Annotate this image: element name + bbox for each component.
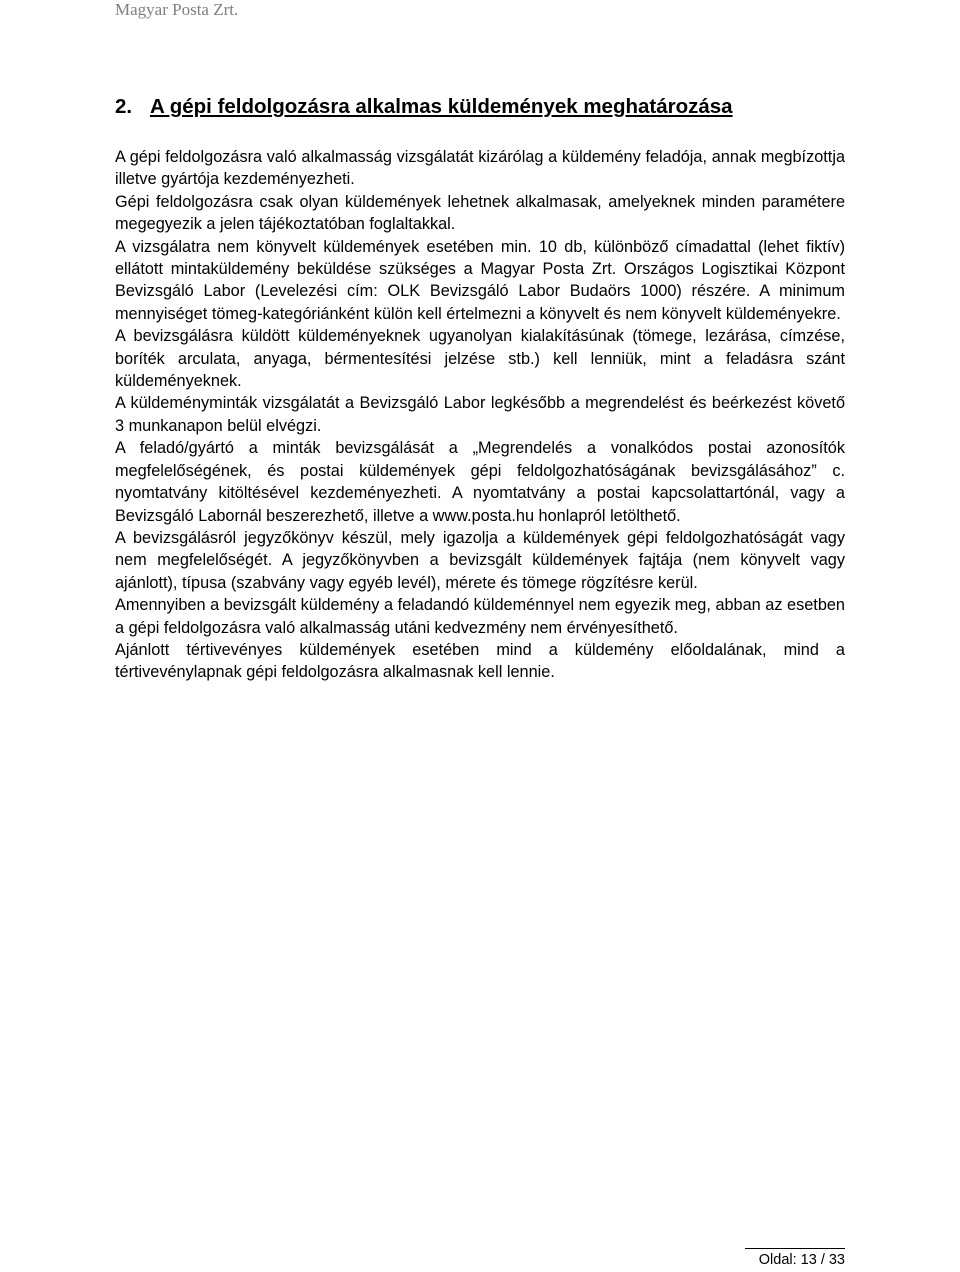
- paragraph: Ajánlott tértivevényes küldemények esetében mind a küldemény előoldalának, mind a tértivevénylapnak gépi feldolgozásra alkalmasnak kell lennie.: [115, 640, 845, 682]
- section-number: 2.: [115, 95, 133, 118]
- paragraph: Gépi feldolgozásra csak olyan küldemények lehetnek alkalmasak, amelyeknek minden paramétere megegyezik a jelen tájékoztatóban foglaltakkal.: [115, 192, 845, 234]
- paragraph: Amennyiben a bevizsgált küldemény a feladandó küldeménnyel nem egyezik meg, abban az esetben a gépi feldolgozásra való alkalmasság utáni kedvezmény nem érvényesíthető.: [115, 596, 845, 637]
- paragraph: A bevizsgálásra küldött küldeményeknek ugyanolyan kialakításúnak (tömege, lezárása, címzése, boríték arculata, anyaga, bérmentesítési jelzése stb.) kell lenniük, mint a feladásra szánt küldeményeknek.: [115, 327, 845, 391]
- paragraph: A gépi feldolgozásra való alkalmasság vizsgálatát kizárólag a küldemény feladója, annak megbízottja illetve gyártója kezdeményezheti.: [115, 148, 845, 189]
- paragraph: A küldeményminták vizsgálatát a Bevizsgáló Labor legkésőbb a megrendelést és beérkezést követő 3 munkanapon belül elvégzi.: [115, 394, 845, 435]
- section-heading: [115, 94, 845, 120]
- page-header: Magyar Posta Zrt.: [115, 0, 239, 19]
- paragraph: A feladó/gyártó a minták bevizsgálását a „Megrendelés a vonalkódos postai azonosítók megfelelőségének, és postai küldemények gépi feldolgozhatóságának bevizsgálásához” c. nyomtatvány kitöltésével kezdeményezheti. A nyomtatvány a postai kapcsolattartónál, vagy a Bevizsgáló Labornál beszerezhető, illetve a www.posta.hu honlapról letölthető.: [115, 439, 845, 525]
- section-title: A gépi feldolgozásra alkalmas küldemények meghatározása: [150, 95, 733, 118]
- footer-divider: [745, 1248, 845, 1249]
- body-text: [115, 146, 845, 684]
- paragraph: A vizsgálatra nem könyvelt küldemények esetében min. 10 db, különböző címadattal (lehet fiktív) ellátott mintaküldemény beküldése szükséges a Magyar Posta Zrt. Országos Logisztikai Központ Bevizsgáló Labor (Levelezési cím: OLK Bevizsgáló Labor Budaörs 1000) részére. A minimum mennyiséget tömeg-kategóriánként külön kell értelmezni a könyvelt és nem könyvelt küldeményekre.: [115, 237, 845, 323]
- page-number: Oldal: 13 / 33: [758, 1252, 845, 1268]
- paragraph: A bevizsgálásról jegyzőkönyv készül, mely igazolja a küldemények gépi feldolgozhatóságát vagy nem megfelelőségét. A jegyzőkönyvben a bevizsgált küldemények fajtája (nem könyvelt vagy ajánlott), típusa (szabvány vagy egyéb levél), mérete és tömege rögzítésre kerül.: [115, 528, 845, 592]
